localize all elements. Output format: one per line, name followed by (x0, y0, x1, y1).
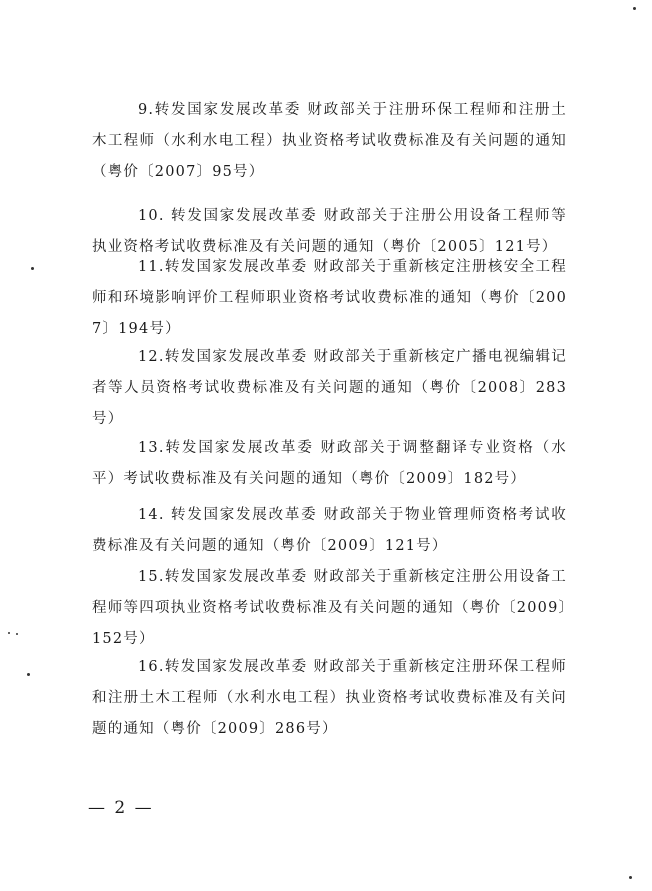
scan-speck (629, 876, 632, 879)
list-item-9: 9.转发国家发展改革委 财政部关于注册环保工程师和注册土木工程师（水利水电工程）执业资格考试收费标准及有关问题的通知（粤价〔2007〕95号） (92, 102, 567, 180)
list-item-16: 16.转发国家发展改革委 财政部关于重新核定注册环保工程师和注册土木工程师（水利水电工程）执业资格考试收费标准及有关问题的通知（粤价〔2009〕286号） (92, 659, 567, 737)
list-item-14: 14. 转发国家发展改革委 财政部关于物业管理师资格考试收费标准及有关问题的通知（粤价〔2009〕121号） (92, 507, 567, 554)
list-item-12: 12.转发国家发展改革委 财政部关于重新核定广播电视编辑记者等人员资格考试收费标准及有关问题的通知（粤价〔2008〕283号） (92, 349, 567, 427)
list-item-11: 11.转发国家发展改革委 财政部关于重新核定注册核安全工程师和环境影响评价工程师职业资格考试收费标准的通知（粤价〔2007〕194号） (92, 259, 567, 337)
list-item-15: 15.转发国家发展改革委 财政部关于重新核定注册公用设备工程师等四项执业资格考试收费标准及有关问题的通知（粤价〔2009〕152号） (92, 569, 567, 647)
scan-speck (16, 633, 18, 635)
scan-speck (27, 673, 30, 676)
scan-speck (633, 7, 636, 10)
scan-speck (8, 632, 10, 634)
page-number: — 2 — (88, 798, 154, 818)
list-item-10: 10. 转发国家发展改革委 财政部关于注册公用设备工程师等执业资格考试收费标准及有关问题的通知（粤价〔2005〕121号） (92, 208, 567, 255)
scan-speck (31, 267, 34, 270)
list-item-13: 13.转发国家发展改革委 财政部关于调整翻译专业资格（水平）考试收费标准及有关问题的通知（粤价〔2009〕182号） (92, 440, 567, 487)
